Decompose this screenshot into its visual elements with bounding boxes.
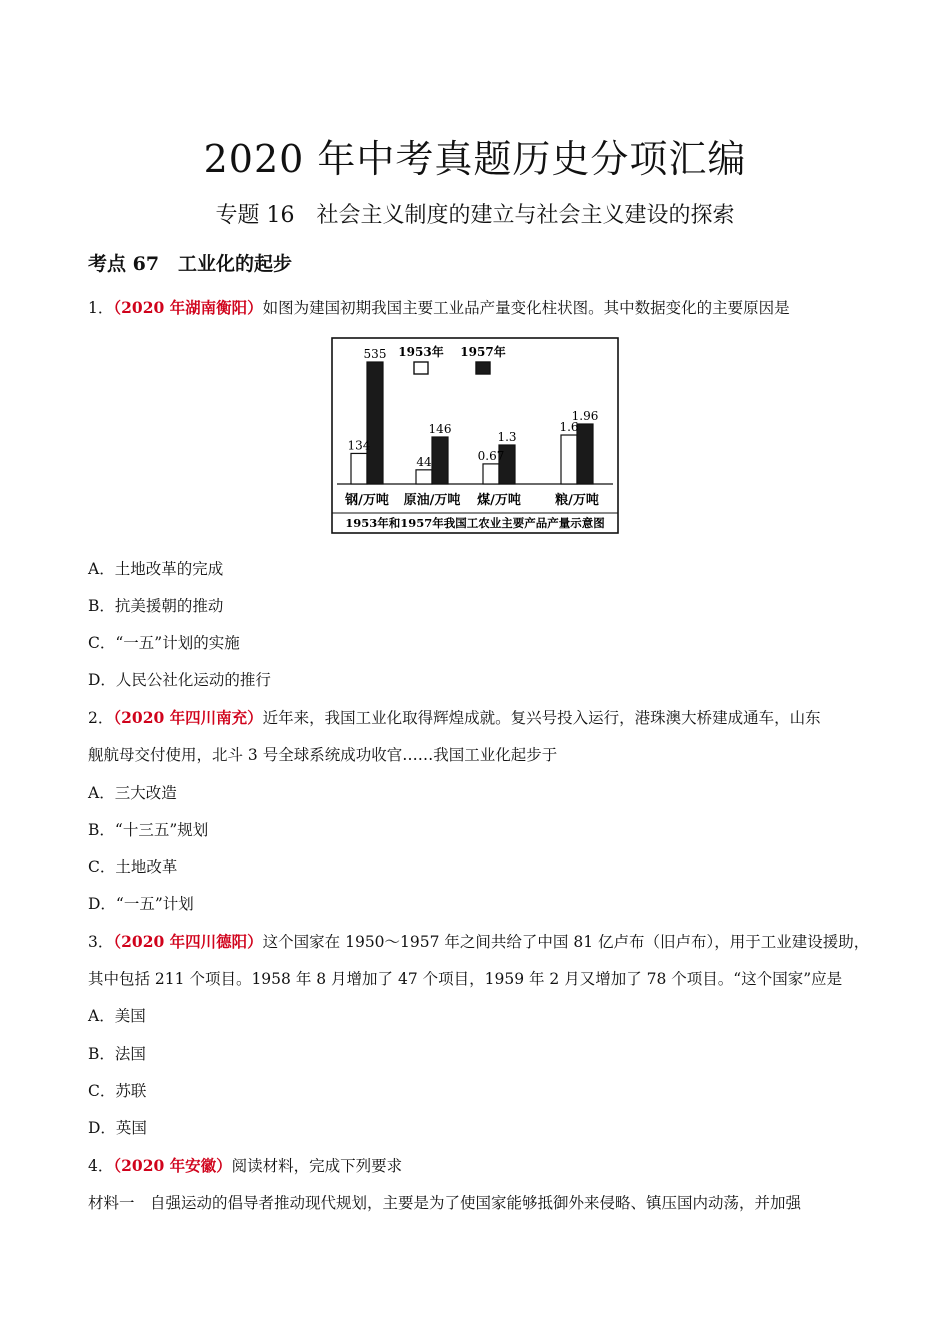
q2-option-b: B．“十三五”规划	[88, 821, 209, 839]
bar-value-label: 535	[363, 347, 387, 361]
bar-1953-2	[483, 464, 499, 484]
q3-option-b: B．法国	[88, 1045, 146, 1063]
bar-value-label: 1.96	[571, 409, 599, 423]
question-text: 这个国家在 1950～1957 年之间共给了中国 81 亿卢布（旧卢布），用于工业建设援助，	[262, 933, 870, 951]
q1-option-d: D．人民公社化运动的推行	[88, 671, 271, 689]
question-number: 1．	[88, 299, 114, 317]
category-label: 原油/万吨	[403, 493, 461, 508]
bar-value-label: 1.3	[497, 430, 517, 444]
material-one: 材料一 自强运动的倡导者推动现代规划，主要是为了使国家能够抵御外来侵略、镇压国内动荡，并加强	[88, 1194, 802, 1212]
q3-option-a: A．美国	[88, 1007, 146, 1025]
page-subtitle: 专题 16 社会主义制度的建立与社会主义建设的探索	[215, 203, 735, 228]
bar-value-label: 0.67	[477, 448, 505, 463]
page-title: 2020 年中考真题历史分项汇编	[203, 137, 747, 181]
chart-title: 1953年和1957年我国工农业主要产品产量示意图	[345, 516, 605, 530]
bar-1957-3	[577, 424, 593, 484]
category-label: 粮/万吨	[555, 493, 599, 508]
question-source: （2020 年湖南衡阳）	[113, 298, 263, 317]
question-1	[88, 296, 790, 318]
question-number: 3．	[88, 933, 114, 951]
legend-swatch	[414, 362, 428, 374]
bar-value-label: 44	[416, 454, 432, 469]
question-source: （2020 年四川德阳）	[113, 932, 263, 951]
bar-1953-0	[351, 453, 367, 484]
question-3-cont: 其中包括 211 个项目。1958 年 8 月增加了 47 个项目，1959 年 2 月又增加了 78 个项目。“这个国家”应是	[88, 970, 843, 988]
question-4	[88, 1154, 402, 1176]
q2-option-c: C．土地改革	[88, 858, 178, 876]
q1-option-a: A．土地改革的完成	[88, 560, 224, 578]
bar-1957-1	[432, 437, 448, 484]
bar-value-label: 1.6	[559, 420, 579, 435]
question-2-cont: 舰航母交付使用，北斗 3 号全球系统成功收官……我国工业化起步于	[88, 746, 558, 764]
legend-swatch	[476, 362, 490, 374]
q1-option-c: C．“一五”计划的实施	[88, 634, 240, 652]
question-3	[88, 930, 869, 952]
category-label: 煤/万吨	[477, 493, 521, 508]
question-number: 2．	[88, 709, 114, 727]
question-2	[88, 706, 821, 728]
bar-value-label: 146	[428, 422, 452, 436]
legend-label: 1957年	[460, 345, 506, 359]
bar-chart	[331, 337, 619, 534]
q1-option-b: B．抗美援朝的推动	[88, 597, 224, 615]
question-number: 4．	[88, 1157, 114, 1175]
question-source: （2020 年安徽）	[113, 1156, 232, 1175]
bar-1953-3	[561, 435, 577, 484]
bar-1953-1	[416, 470, 432, 484]
question-text: 阅读材料，完成下列要求	[231, 1157, 403, 1175]
q3-option-c: C．苏联	[88, 1082, 147, 1100]
q3-option-d: D．英国	[88, 1119, 147, 1137]
q2-option-a: A．三大改造	[88, 784, 177, 802]
q2-option-d: D．“一五”计划	[88, 895, 194, 913]
bar-1957-0	[367, 362, 383, 484]
question-text: 近年来，我国工业化取得辉煌成就。复兴号投入运行，港珠澳大桥建成通车，山东	[262, 709, 821, 727]
category-label: 钢/万吨	[345, 493, 389, 508]
legend-label: 1953年	[398, 345, 444, 359]
question-source: （2020 年四川南充）	[113, 708, 263, 727]
section-heading: 考点 67 工业化的起步	[88, 253, 293, 275]
bar-value-label: 134	[347, 438, 371, 453]
question-text: 如图为建国初期我国主要工业品产量变化柱状图。其中数据变化的主要原因是	[262, 299, 790, 317]
